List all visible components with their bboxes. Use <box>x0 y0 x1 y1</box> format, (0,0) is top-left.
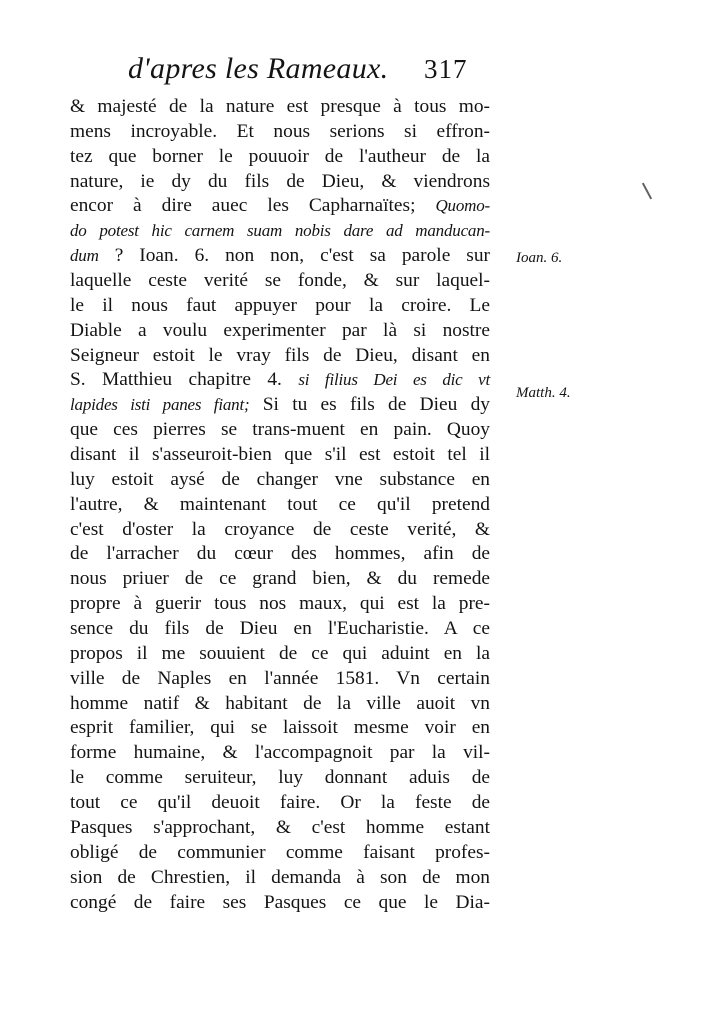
text-line: sion de Chrestien, il demanda à son de mon <box>70 866 490 888</box>
text-line: propre à guerir tous nos maux, qui est la pre- <box>70 593 490 615</box>
text-line: nature, ie dy du fils de Dieu, & viendrons <box>70 170 490 192</box>
page-number: 317 <box>424 54 468 84</box>
text-line: le il nous faut appuyer pour la croire. Le <box>70 294 490 316</box>
text-line: c'est d'oster la croyance de ceste verité, & <box>70 518 490 540</box>
text-line: congé de faire ses Pasques ce que le Dia- <box>70 891 490 913</box>
text-line: tout ce qu'il deuoit faire. Or la feste de <box>70 792 490 814</box>
text-line: disant il s'asseuroit-bien que s'il est estoit tel il <box>70 444 490 466</box>
text-line: sence du fils de Dieu en l'Eucharistie. A ce <box>70 618 490 640</box>
latin-quote: do potest hic carnem suam nobis dare ad manducan- <box>70 221 490 241</box>
text-line: mens incroyable. Et nous serions si effron- <box>70 120 490 142</box>
latin-quote: lapides isti panes fiant; <box>70 395 250 415</box>
text-line: homme natif & habitant de la ville auoit vn <box>70 692 490 714</box>
text-line: Diable a voulu experimenter par là si nostre <box>70 319 490 341</box>
body-text <box>70 95 490 915</box>
margin-note-matth: Matth. 4. <box>516 385 571 401</box>
stray-ink-mark <box>642 183 652 200</box>
latin-quote: dum <box>70 246 99 266</box>
text-line: de l'arracher du cœur des hommes, afin de <box>70 543 490 565</box>
text-line: Seigneur estoit le vray fils de Dieu, disant en <box>70 344 490 366</box>
text-line: & majesté de la nature est presque à tous mo- <box>70 96 490 117</box>
text-line: le comme seruiteur, luy donnant aduis de <box>70 767 490 789</box>
text-line: l'autre, & maintenant tout ce qu'il pretend <box>70 493 490 515</box>
text-line: propos il me souuient de ce qui aduint en la <box>70 642 490 664</box>
text-line: S. Matthieu chapitre 4. si filius Dei es dic vt <box>70 369 490 391</box>
latin-quote: Quomo- <box>435 196 490 216</box>
text-line: Pasques s'approchant, & c'est homme estant <box>70 816 490 838</box>
text-line: obligé de communier comme faisant profes- <box>70 841 490 863</box>
text-line: lapides isti panes fiant; Si tu es fils de Dieu dy <box>70 394 490 416</box>
text-line: esprit familier, qui se laissoit mesme voir en <box>70 717 490 739</box>
margin-note-ioan: Ioan. 6. <box>516 250 563 266</box>
text-line: laquelle ceste verité se fonde, & sur laquel- <box>70 270 490 292</box>
text-line: tez que borner le pouuoir de l'autheur de la <box>70 145 490 167</box>
text-line: encor à dire auec les Capharnaïtes; Quomo- <box>70 195 490 217</box>
text-line <box>70 219 490 244</box>
text-line: dum ? Ioan. 6. non non, c'est sa parole sur <box>70 245 490 267</box>
text-line: forme humaine, & l'accompagnoit par la vil- <box>70 742 490 764</box>
text-line: nous priuer de ce grand bien, & du remede <box>70 568 490 590</box>
running-head: d'apres les Rameaux. <box>128 52 389 85</box>
text-line: ville de Naples en l'année 1581. Vn certain <box>70 667 490 689</box>
page-header <box>128 52 488 92</box>
text-line: luy estoit aysé de changer vne substance en <box>70 468 490 490</box>
latin-quote: si filius Dei es dic vt <box>298 370 490 390</box>
text-line: que ces pierres se trans-muent en pain. Quoy <box>70 419 490 441</box>
